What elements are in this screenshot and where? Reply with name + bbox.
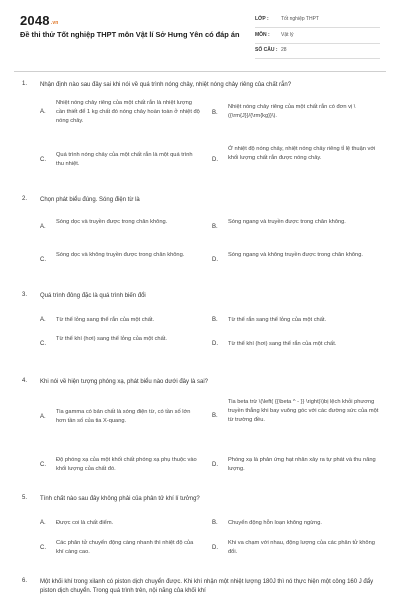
- option-letter: B.: [212, 224, 218, 230]
- option-letter: C.: [40, 157, 46, 163]
- option-text: Tia beta trừ \(\left( {{\beta ^ - }} \right)\)bị lệch khỏi phương truyền thẳng khi bay vuông góc với các đường sức của một từ trường đều.: [228, 399, 379, 423]
- option-letter: D.: [212, 545, 218, 551]
- meta-count-value: 28: [281, 47, 287, 53]
- option-text: Từ thể khí (hơi) sang thể rắn của một chất.: [228, 341, 337, 347]
- question-number: 6.: [22, 578, 28, 584]
- option-letter: D.: [212, 157, 218, 163]
- site-logo[interactable]: 2048.vn: [20, 13, 59, 28]
- option-letter: B.: [212, 413, 218, 419]
- option-text: Từ thể khí (hơi) sang thể lỏng của một chất.: [56, 336, 167, 342]
- option-letter: A.: [40, 224, 46, 230]
- meta-count-label: SỐ CÂU :: [255, 47, 278, 53]
- option-letter: B.: [212, 110, 218, 116]
- option-letter: A.: [40, 109, 46, 115]
- option-letter: C.: [40, 341, 46, 347]
- question-number: 4.: [22, 378, 28, 384]
- question-number: 1.: [22, 81, 28, 87]
- meta-subject: [255, 28, 380, 44]
- option-text: Được coi là chất điểm.: [56, 520, 114, 526]
- meta-subject-label: MÔN :: [255, 32, 270, 38]
- question-stem: Tính chất nào sau đây không phải của phân tử khí lí tưởng?: [40, 496, 200, 502]
- option-letter: B.: [212, 520, 218, 526]
- option-text: Sóng dọc và truyền được trong chân không.: [56, 219, 168, 225]
- meta-class-label: LỚP :: [255, 16, 269, 22]
- option-text: Từ thể rắn sang thể lỏng của một chất.: [228, 317, 327, 323]
- option-letter: C.: [40, 257, 46, 263]
- question-stem: Khi nói về hiện tượng phóng xạ, phát biểu nào dưới đây là sai?: [40, 379, 209, 385]
- option-text: Từ thể lỏng sang thể rắn của một chất.: [56, 317, 155, 323]
- meta-subject-value: Vật lý: [281, 32, 294, 38]
- question-number: 2.: [22, 196, 28, 202]
- option-text: Tia gamma có bản chất là sóng điện từ, có tần số lớn hơn tần số của tia X-quang.: [56, 409, 191, 424]
- option-text: Ở nhiệt độ nóng chảy, nhiệt nóng chảy riêng tỉ lệ thuận với khối lượng chất rắn được nóng chảy.: [228, 146, 376, 161]
- header-divider: [14, 71, 386, 72]
- option-text: Các phân tử chuyển động càng nhanh thì nhiệt độ của khí càng cao.: [56, 540, 194, 555]
- option-letter: C.: [40, 545, 46, 551]
- exam-title: Đề thi thử Tốt nghiệp THPT môn Vật lí Sở Hưng Yên có đáp án: [20, 30, 240, 39]
- option-text: Phóng xạ là phản ứng hạt nhân xảy ra tự phát và thu năng lượng.: [228, 457, 376, 472]
- meta-class: [255, 12, 380, 28]
- option-letter: D.: [212, 462, 218, 468]
- option-text: Sóng ngang và truyền được trong chân không.: [228, 219, 346, 225]
- question-stem: Quá trình đông đặc là quá trình biến đổi: [40, 293, 146, 299]
- option-letter: C.: [40, 462, 46, 468]
- option-text: Chuyển động hỗn loạn không ngừng.: [228, 520, 322, 526]
- option-letter: D.: [212, 341, 218, 347]
- meta-count: [255, 43, 380, 59]
- meta-class-value: Tốt nghiệp THPT: [281, 16, 319, 22]
- option-text: Độ phóng xạ của một khối chất phóng xạ phụ thuộc vào khối lượng của chất đó.: [56, 457, 197, 472]
- option-text: Sóng ngang và không truyền được trong chân không.: [228, 252, 363, 258]
- question-stem: Nhận định nào sau đây sai khi nói về quá trình nóng chảy, nhiệt nóng chảy riêng của chất rắn?: [40, 82, 292, 88]
- question-stem: Chọn phát biểu đúng. Sóng điện từ là: [40, 197, 140, 203]
- option-letter: A.: [40, 414, 46, 420]
- option-letter: A.: [40, 520, 46, 526]
- option-text: Khi va chạm với nhau, động lượng của các phân tử không đổi.: [228, 540, 375, 555]
- option-text: Nhiệt nóng chảy riêng của một chất rắn là nhiệt lượng cần thiết để 1 kg chất đó nóng chảy hoàn toàn ở nhiệt độ nóng chảy.: [56, 100, 200, 124]
- exam-header: [0, 0, 400, 64]
- question-number: 5.: [22, 495, 28, 501]
- question-stem: Một khối khí trong xilanh có piston dịch chuyển được. Khi khí nhận một nhiệt lượng 180J thì nó thực hiện một công 160 J đẩy piston dịch chuyển. Trong quá trình trên, nội năng của khối khí: [40, 579, 374, 594]
- option-text: Sóng dọc và không truyền được trong chân không.: [56, 252, 185, 258]
- question-number: 3.: [22, 292, 28, 298]
- option-text: Quá trình nóng chảy của một chất rắn là một quá trình thu nhiệt.: [56, 152, 193, 167]
- option-text: Nhiệt nóng chảy riêng của một chất rắn có đơn vị \({\rm{J}}/{\rm{kg}}\).: [228, 104, 356, 119]
- option-letter: B.: [212, 317, 218, 323]
- option-letter: A.: [40, 317, 46, 323]
- option-letter: D.: [212, 257, 218, 263]
